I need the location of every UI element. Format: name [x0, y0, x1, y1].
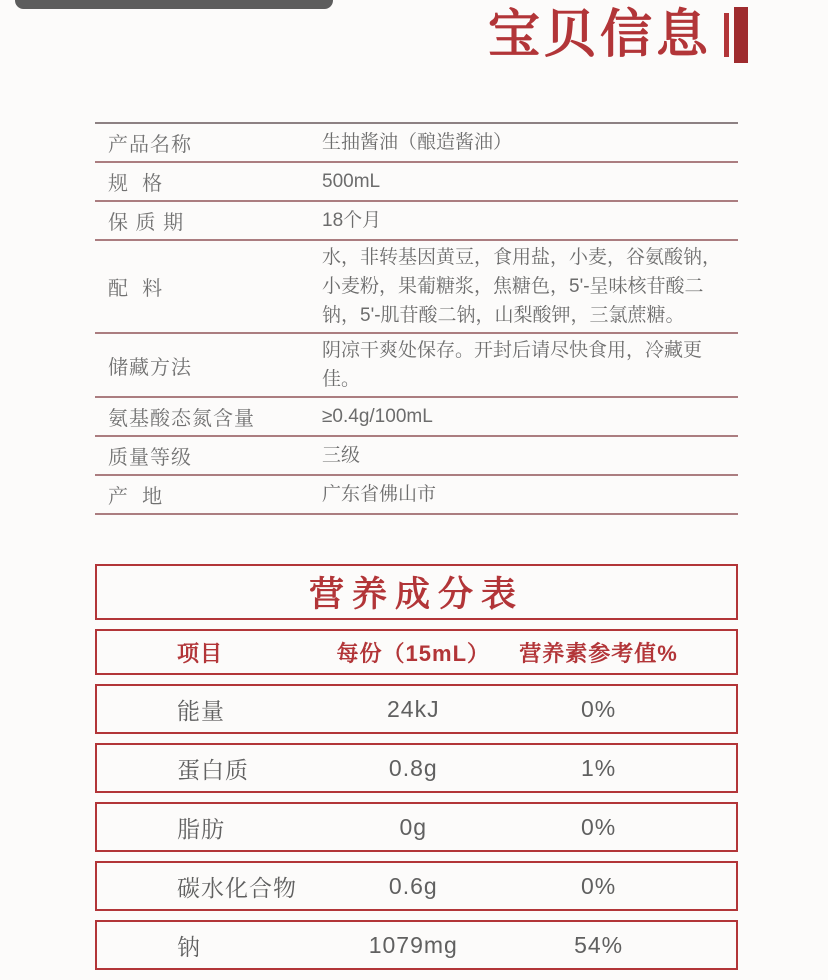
row-value: 三级 — [322, 445, 361, 466]
nutrition-facts-section — [95, 564, 738, 970]
page-title: 宝贝信息 — [487, 6, 712, 64]
row-label: 储藏方法 — [108, 356, 192, 379]
title-accent-bar-thick-icon — [734, 7, 748, 63]
nutrient-nrv: 0% — [580, 695, 617, 722]
nutrition-row-sodium — [95, 920, 738, 970]
row-value: 500mL — [322, 171, 381, 192]
nutrient-nrv: 0% — [580, 872, 617, 899]
nutrition-header-row — [95, 629, 738, 675]
row-value: 阴凉干爽处保存。开封后请尽快食用，冷藏更佳。 — [322, 340, 703, 390]
table-row-shelf-life — [95, 202, 738, 241]
header-cell-nrv: 营养素参考值% — [519, 640, 678, 666]
nutrition-title-box — [95, 564, 738, 620]
nutrition-row-energy — [95, 684, 738, 734]
row-label: 配 料 — [108, 278, 164, 300]
title-accent-bar-thin-icon — [724, 13, 729, 57]
table-row-storage — [95, 334, 738, 398]
table-row-spec — [95, 163, 738, 202]
row-label: 规 格 — [108, 173, 164, 195]
header-cell-item: 项目 — [177, 640, 224, 666]
nutrient-value: 24kJ — [386, 695, 440, 722]
table-row-origin — [95, 476, 738, 515]
table-row-product-name — [95, 124, 738, 163]
nutrient-value: 0g — [399, 813, 428, 840]
row-label: 产品名称 — [108, 134, 192, 156]
product-spec-table — [95, 122, 738, 515]
nutrient-value: 0.6g — [388, 872, 438, 899]
nutrient-value: 0.8g — [388, 754, 438, 781]
row-value: 广东省佛山市 — [322, 484, 437, 505]
row-value: 生抽酱油（酿造酱油） — [322, 132, 513, 153]
nutrient-value: 1079mg — [368, 931, 458, 958]
row-value: 18个月 — [322, 210, 382, 231]
row-label: 产 地 — [108, 486, 164, 508]
nutrient-nrv: 54% — [574, 931, 624, 958]
nutrient-name: 蛋白质 — [177, 756, 249, 783]
header-cell-per-serving: 每份（15mL） — [336, 640, 491, 666]
nutrition-row-protein — [95, 743, 738, 793]
nutrient-nrv: 0% — [580, 813, 617, 840]
nutrient-name: 碳水化合物 — [177, 874, 297, 901]
table-row-amino-nitrogen — [95, 398, 738, 437]
nutrition-title: 营养成分表 — [308, 575, 524, 614]
row-value: ≥0.4g/100mL — [322, 406, 433, 427]
nutrition-row-carbohydrate — [95, 861, 738, 911]
nutrient-name: 能量 — [177, 697, 225, 724]
nutrition-row-fat — [95, 802, 738, 852]
row-value: 水，非转基因黄豆，食用盐，小麦，谷氨酸钠，小麦粉，果葡糖浆，焦糖色，5'-呈味核苷酸二钠，5'-肌苷酸二钠，山梨酸钾，三氯蔗糖。 — [322, 247, 722, 326]
row-label: 保 质 期 — [108, 212, 185, 234]
row-label: 氨基酸态氮含量 — [108, 408, 255, 430]
nutrient-name: 脂肪 — [177, 815, 225, 842]
page-header — [488, 4, 748, 66]
nutrient-nrv: 1% — [580, 754, 617, 781]
nutrient-name: 钠 — [177, 933, 201, 960]
row-label: 质量等级 — [108, 447, 192, 469]
top-bar-pill — [15, 0, 333, 9]
table-row-quality-grade — [95, 437, 738, 476]
table-row-ingredients — [95, 241, 738, 334]
